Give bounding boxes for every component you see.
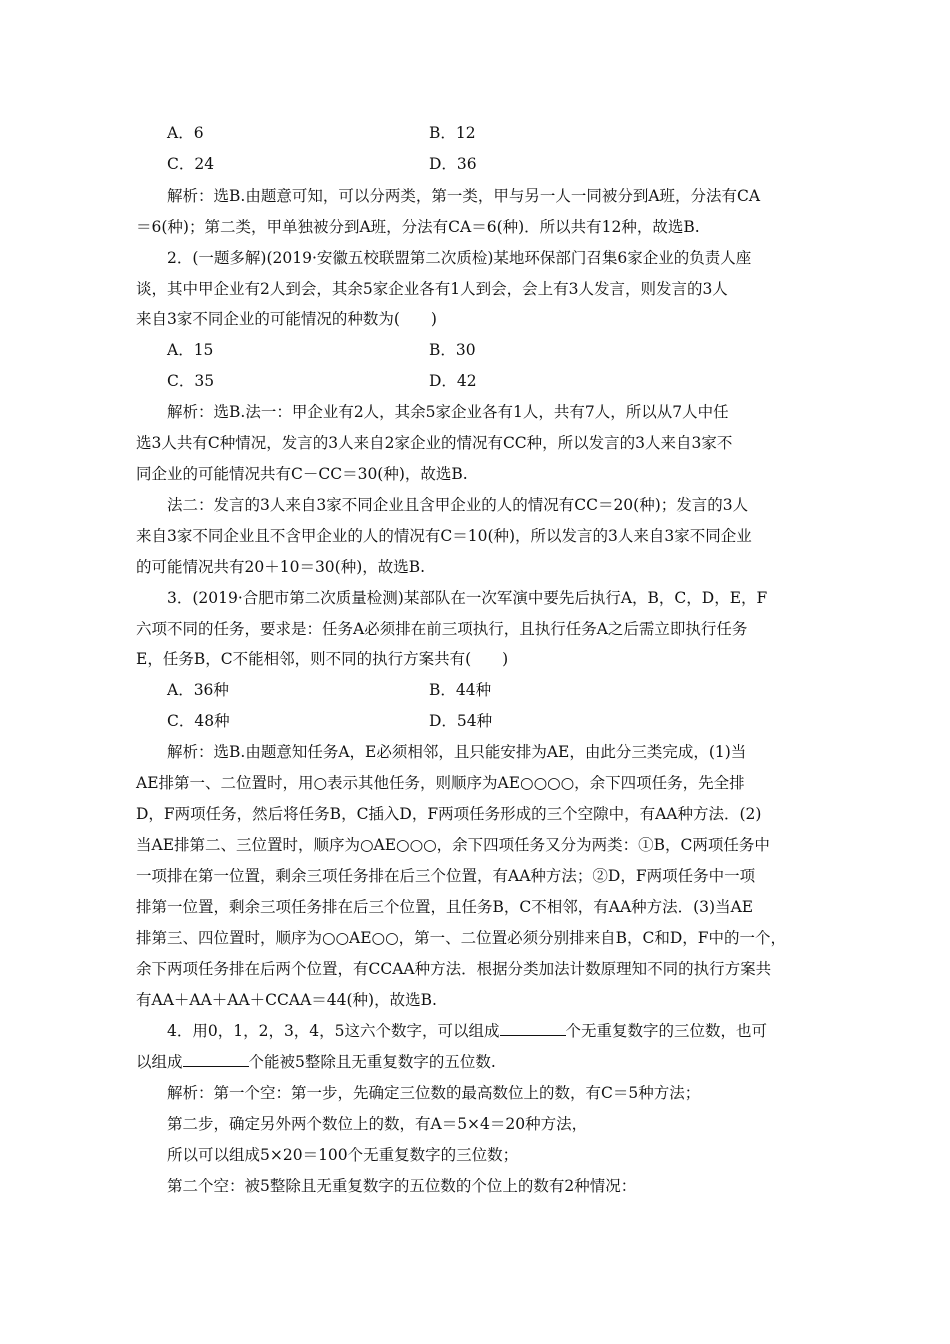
q3-analysis-line: D，F两项任务，然后将任务B，C插入D，F两项任务形成的三个空隙中，有AA种方法．(2) <box>136 805 762 823</box>
q1-analysis-line: ＝6(种)；第二类，甲单独被分到A班，分法有CA＝6(种)．所以共有12种，故选B. <box>136 218 700 236</box>
q2-analysis-line: 法二：发言的3人来自3家不同企业且含甲企业的人的情况有CC＝20(种)；发言的3人 <box>167 496 749 514</box>
q4-stem-text: 以组成 <box>136 1053 183 1071</box>
q1-option-c: C．24 <box>167 155 215 173</box>
q4-analysis-line: 所以可以组成5×20＝100个无重复数字的三位数； <box>167 1146 519 1164</box>
q4-stem-text: 4．用0，1，2，3，4，5这六个数字，可以组成 <box>167 1022 500 1040</box>
q2-analysis-line: 来自3家不同企业且不含甲企业的人的情况有C＝10(种)，所以发言的3人来自3家不同企业 <box>136 527 752 545</box>
q1-analysis-line: 解析：选B.由题意可知，可以分两类，第一类，甲与另一人一同被分到A班，分法有CA <box>167 187 761 205</box>
q1-option-b: B．12 <box>429 124 476 142</box>
q3-analysis-line: 一项排在第一位置，剩余三项任务排在后三个位置，有AA种方法；②D，F两项任务中一项 <box>136 867 756 885</box>
q3-analysis-line: 排第三、四位置时，顺序为○○AE○○，第一、二位置必须分别排来自B，C和D，F中的一个， <box>136 929 787 947</box>
q1-option-d: D．36 <box>429 155 477 173</box>
q3-stem-line: 六项不同的任务，要求是：任务A必须排在前三项执行，且执行任务A之后需立即执行任务 <box>136 620 748 638</box>
answer-blank <box>500 1021 566 1036</box>
q4-analysis-line: 第二步，确定另外两个数位上的数，有A＝5×4＝20种方法， <box>167 1115 588 1133</box>
q3-analysis-line: 有AA＋AA＋AA＋CCAA＝44(种)，故选B. <box>136 991 437 1009</box>
q3-analysis-line: 当AE排第二、三位置时，顺序为○AE○○○，余下四项任务又分为两类：①B，C两项任务中 <box>136 836 770 854</box>
q4-stem-text: 个无重复数字的三位数，也可 <box>565 1022 768 1040</box>
q2-option-d: D．42 <box>429 372 477 390</box>
q4-stem-line <box>167 1020 767 1042</box>
q2-analysis-line: 选3人共有C种情况，发言的3人来自2家企业的情况有CC种，所以发言的3人来自3家不 <box>136 434 733 452</box>
q2-analysis-line: 同企业的可能情况共有C－CC＝30(种)，故选B. <box>136 465 468 483</box>
q3-stem-line: E，任务B，C不能相邻，则不同的执行方案共有( ) <box>136 650 509 668</box>
q3-analysis-line: 余下两项任务排在后两个位置，有CCAA种方法．根据分类加法计数原理知不同的执行方案共 <box>136 960 772 978</box>
q4-stem-line <box>136 1051 496 1073</box>
q2-analysis-line: 的可能情况共有20＋10＝30(种)，故选B. <box>136 558 426 576</box>
q2-analysis-line: 解析：选B.法一：甲企业有2人，其余5家企业各有1人，共有7人，所以从7人中任 <box>167 403 729 421</box>
q4-stem-text: 个能被5整除且无重复数字的五位数. <box>248 1053 496 1071</box>
q3-option-c: C．48种 <box>167 712 230 730</box>
q1-option-a: A．6 <box>167 124 204 142</box>
q4-analysis-line: 第二个空：被5整除且无重复数字的五位数的个位上的数有2种情况： <box>167 1177 637 1195</box>
q3-analysis-line: AE排第一、二位置时，用○表示其他任务，则顺序为AE○○○○，余下四项任务，先全排 <box>136 774 745 792</box>
q2-option-a: A．15 <box>167 341 214 359</box>
q3-analysis-line: 解析：选B.由题意知任务A，E必须相邻，且只能安排为AE，由此分三类完成，(1)当 <box>167 743 747 761</box>
q3-option-a: A．36种 <box>167 681 229 699</box>
q3-stem-line: 3．(2019·合肥市第二次质量检测)某部队在一次军演中要先后执行A，B，C，D，E，F <box>167 589 768 607</box>
q3-option-d: D．54种 <box>429 712 493 730</box>
q2-stem-line: 2．(一题多解)(2019·安徽五校联盟第二次质检)某地环保部门召集6家企业的负责人座 <box>167 249 752 267</box>
q2-option-c: C．35 <box>167 372 215 390</box>
answer-blank <box>183 1052 249 1067</box>
q3-option-b: B．44种 <box>429 681 492 699</box>
q2-stem-line: 谈，其中甲企业有2人到会，其余5家企业各有1人到会，会上有3人发言，则发言的3人 <box>136 280 728 298</box>
q3-analysis-line: 排第一位置，剩余三项任务排在后三个位置，且任务B，C不相邻，有AA种方法．(3)当AE <box>136 898 754 916</box>
q2-stem-line: 来自3家不同企业的可能情况的种数为( ) <box>136 310 437 328</box>
q2-option-b: B．30 <box>429 341 476 359</box>
q4-analysis-line: 解析：第一个空：第一步，先确定三位数的最高数位上的数，有C＝5种方法； <box>167 1084 701 1102</box>
